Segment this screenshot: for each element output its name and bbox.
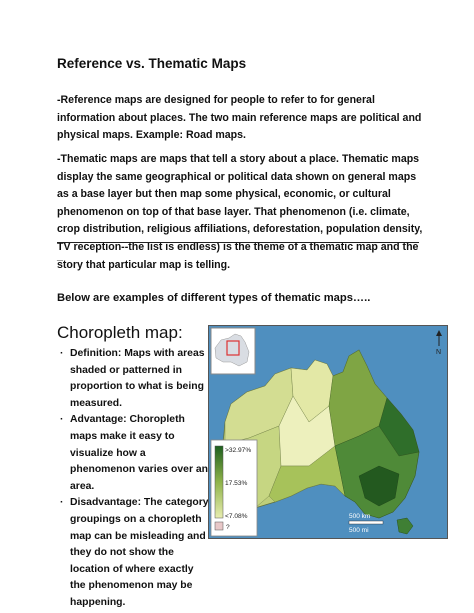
choropleth-bullet-list (60, 346, 210, 612)
bullet-marker: · (60, 497, 64, 509)
legend-unknown-label: ? (226, 524, 230, 531)
examples-intro: Below are examples of different types of thematic maps….. (57, 292, 371, 304)
horizontal-rule (57, 242, 419, 243)
scale-bar-line (349, 521, 383, 524)
legend-high-label: >32.97% (225, 447, 252, 454)
choropleth-map-image (208, 325, 448, 539)
thematic-maps-paragraph: -Thematic maps are maps that tell a story about a place. Thematic maps display the same geographical or political data shown on general maps as a base layer but then map some physical, economic, or cultural phenomenon on top of that base layer. That phenomenon (i.e. climate, crop distribution, religious affiliations, deforestation, population density, TV reception--the list is endless) is the theme of a thematic map and the story that particular map is telling. (57, 153, 423, 271)
legend-low-label: <7.08% (225, 513, 248, 520)
underscore-line: _ (57, 250, 63, 262)
advantage-text: Advantage: Choropleth maps make it easy to visualize how a phenomenon varies over an area. (70, 414, 209, 492)
legend-unknown-swatch (215, 522, 223, 530)
australia-choropleth-svg (209, 326, 447, 538)
bullet-marker: · (60, 348, 64, 359)
scale-mi-label: 500 mi (349, 527, 369, 534)
choropleth-heading: Choropleth map: (57, 323, 183, 342)
definition-text: Definition: Maps with areas shaded or patterned in proportion to what is being measured. (70, 348, 205, 409)
list-item (60, 412, 210, 495)
list-item (60, 346, 210, 412)
north-label: N (436, 349, 442, 356)
list-item (60, 495, 210, 611)
page-title: Reference vs. Thematic Maps (57, 56, 247, 71)
disadvantage-text: Disadvantage: The category groupings on a choropleth map can be misleading and they do not show the location of where exactly the phenomenon may be happening. (70, 497, 209, 608)
bullet-marker: · (60, 414, 64, 426)
legend-color-ramp (215, 446, 223, 518)
legend-mid-label: 17.53% (225, 480, 248, 487)
reference-maps-paragraph: -Reference maps are designed for people to refer to for general information about places. The two main reference maps are political and physical maps. Example: Road maps. (57, 94, 422, 142)
map-legend (211, 440, 257, 536)
scale-km-label: 500 km (349, 513, 371, 520)
